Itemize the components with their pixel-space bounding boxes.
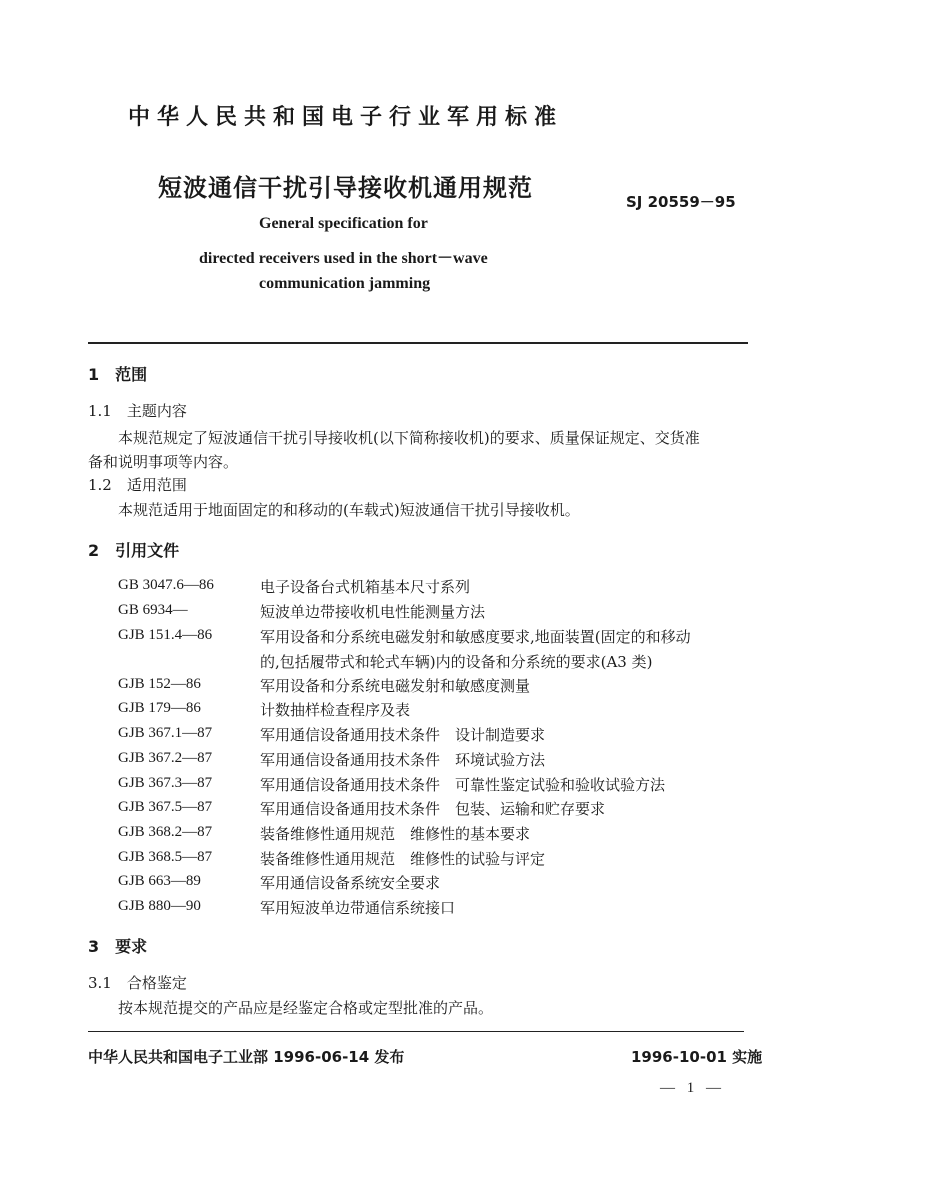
section-3-heading: 3 要求 bbox=[88, 937, 148, 956]
english-title-line: General specification for bbox=[259, 215, 428, 232]
section-1-1-heading: 1.1 主题内容 bbox=[88, 402, 187, 420]
reference-code: GJB 367.1—87 bbox=[118, 725, 213, 741]
reference-title: 军用通信设备通用技术条件 包装、运输和贮存要求 bbox=[260, 800, 606, 818]
reference-title-cont: 的,包括履带式和轮式车辆)内的设备和分系统的要求(A3 类) bbox=[260, 653, 653, 671]
document-title: 短波通信干扰引导接收机通用规范 bbox=[158, 174, 533, 202]
reference-title: 军用通信设备通用技术条件 环境试验方法 bbox=[260, 751, 546, 769]
reference-title: 军用设备和分系统电磁发射和敏感度测量 bbox=[260, 677, 531, 695]
reference-code: GJB 880—90 bbox=[118, 898, 201, 914]
section-3-1-paragraph: 按本规范提交的产品应是经鉴定合格或定型批准的产品。 bbox=[118, 999, 494, 1017]
english-title-line: directed receivers used in the short－wave bbox=[199, 250, 488, 267]
reference-code: GJB 368.2—87 bbox=[118, 824, 213, 840]
reference-code: GJB 179—86 bbox=[118, 700, 201, 716]
section-3-1-heading: 3.1 合格鉴定 bbox=[88, 974, 187, 992]
reference-title: 装备维修性通用规范 维修性的试验与评定 bbox=[260, 850, 546, 868]
industry-standard-title: 中华人民共和国电子行业军用标准 bbox=[128, 105, 564, 130]
section-1-1-paragraph: 本规范规定了短波通信干扰引导接收机(以下简称接收机)的要求、质量保证规定、交货准 bbox=[118, 429, 700, 447]
reference-code: GB 6934— bbox=[118, 602, 188, 618]
section-1-2-heading: 1.2 适用范围 bbox=[88, 476, 187, 494]
effective-date: 1996-10-01 实施 bbox=[631, 1048, 763, 1066]
standard-number: SJ 20559－95 bbox=[626, 193, 736, 211]
reference-title: 短波单边带接收机电性能测量方法 bbox=[260, 603, 486, 621]
issue-statement: 中华人民共和国电子工业部 1996-06-14 发布 bbox=[88, 1048, 405, 1066]
reference-code: GJB 151.4—86 bbox=[118, 627, 213, 643]
reference-code: GJB 663—89 bbox=[118, 873, 201, 889]
reference-title: 计数抽样检查程序及表 bbox=[260, 701, 411, 719]
page-number: — 1 — bbox=[660, 1080, 725, 1096]
reference-code: GJB 368.5—87 bbox=[118, 849, 213, 865]
reference-title: 电子设备台式机箱基本尺寸系列 bbox=[260, 578, 471, 596]
reference-title: 军用短波单边带通信系统接口 bbox=[260, 899, 456, 917]
reference-title: 军用设备和分系统电磁发射和敏感度要求,地面装置(固定的和移动 bbox=[260, 628, 691, 646]
reference-code: GB 3047.6—86 bbox=[118, 577, 214, 593]
section-1-heading: 1 范围 bbox=[88, 365, 148, 384]
english-title-line: communication jamming bbox=[259, 275, 431, 292]
reference-title: 军用通信设备通用技术条件 可靠性鉴定试验和验收试验方法 bbox=[260, 776, 666, 794]
reference-code: GJB 367.2—87 bbox=[118, 750, 213, 766]
reference-title: 装备维修性通用规范 维修性的基本要求 bbox=[260, 825, 531, 843]
section-2-heading: 2 引用文件 bbox=[88, 541, 180, 560]
header-divider bbox=[88, 342, 748, 344]
reference-code: GJB 152—86 bbox=[118, 676, 201, 692]
footer-divider bbox=[88, 1031, 744, 1032]
reference-code: GJB 367.5—87 bbox=[118, 799, 213, 815]
section-1-1-paragraph-cont: 备和说明事项等内容。 bbox=[88, 453, 239, 471]
reference-title: 军用通信设备通用技术条件 设计制造要求 bbox=[260, 726, 546, 744]
section-1-2-paragraph: 本规范适用于地面固定的和移动的(车载式)短波通信干扰引导接收机。 bbox=[118, 501, 580, 519]
reference-title: 军用通信设备系统安全要求 bbox=[260, 874, 441, 892]
reference-code: GJB 367.3—87 bbox=[118, 775, 213, 791]
